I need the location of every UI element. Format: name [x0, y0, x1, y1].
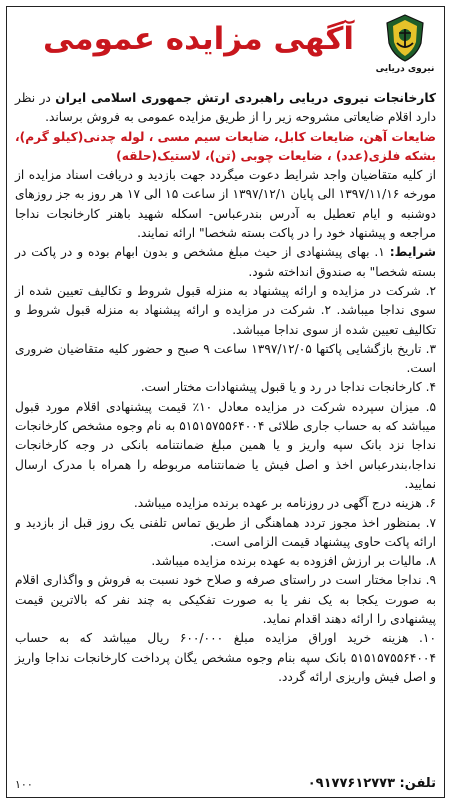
- condition-item: ۷. بمنظور اخذ مجوز تردد هماهنگی از طریق تماس تلفنی یک روز قبل از بازدید و ارائه پاکت حاوی پیشنهاد قیمت الزامی است.: [15, 515, 436, 549]
- page-number: ۱۰۰: [15, 778, 33, 791]
- condition-item: ۹. نداجا مختار است در راستای صرفه و صلاح خود نسبت به فروش و واگذاری اقلام به صورت یکجا به یک نفر یا به صورت تفکیکی به چند نفر که بالاترین قیمت پیشنهادی را ارائه دهند اقدام نماید.: [15, 573, 436, 627]
- notice-body: [7, 89, 444, 687]
- navy-emblem-icon: [383, 13, 427, 63]
- condition-item: ۸. مالیات بر ارزش افزوده به عهده برنده مزایده میباشد.: [151, 554, 436, 569]
- page-title: آگهی مزایده عمومی: [43, 21, 354, 57]
- navy-emblem: [374, 13, 436, 74]
- conditions-label: شرایط:: [389, 245, 437, 260]
- condition-item: ۴. کارخانجات نداجا در رد و یا قبول پیشنهادات مختار است.: [140, 380, 436, 395]
- condition-item: ۳. تاریخ بازگشایی پاکتها ۱۳۹۷/۱۲/۰۵ ساعت ۹ صبح و حضور کلیه متقاضیان ضروری است.: [15, 341, 436, 376]
- condition-item: ۱. بهای پیشنهادی از حیث مبلغ مشخص و بدون ابهام بوده و در پاکت در بسته شخصا" به صندوق انداخته شود.: [15, 245, 436, 279]
- footer: [15, 771, 436, 793]
- condition-item: ۱۰. هزینه خرید اوراق مزایده مبلغ ۶۰۰/۰۰۰ ریال میباشد که به حساب ۵۱۵۱۵۷۵۵۶۴۰۰۴ بانک سپه بنام وجوه مشخص یگان پرداخت کارخانجات نداجا واریز و اصل فیش واریزی ارائه گردد.: [15, 631, 436, 684]
- emblem-caption: نیروی دریایی: [375, 64, 435, 74]
- header: [7, 7, 444, 89]
- items-list: ضایعات آهن، ضایعات کابل، ضایعات سیم مسی ، لوله چدنی(کیلو گرم)، بشکه فلزی(عدد) ، ضایعات چوبی (تن)، لاستیک(حلقه): [15, 129, 436, 163]
- phone-number: تلفن: ۰۹۱۷۷۶۱۲۷۷۳: [307, 776, 436, 791]
- intro-paragraph: [15, 89, 436, 128]
- condition-item: ۲. شرکت در مزایده و ارائه پیشنهاد به منزله قبول شروط و تکالیف تعیین شده از سوی نداجا میباشد. ۲. شرکت در مزایده و ارائه پیشنهاد به منزله قبول شروط و تکالیف تعیین شده از سوی نداجا میباشد.: [15, 283, 436, 337]
- intro-lead: کارخانجات نیروی دریایی راهبردی ارتش جمهوری اسلامی ایران: [55, 91, 436, 105]
- condition-item: ۵. میزان سپرده شرکت در مزایده معادل ۱۰٪ قیمت پیشنهادی اقلام مورد قبول میباشد که به حساب جاری طلائی ۵۱۵۱۵۷۵۵۶۴۰۰۴ به نام وجوه مشخص کارخانجات نداجا نزد بانک سپه واریز و یا همین مبلغ ضمانتنامه بانکی در وجه کارخانجات نداجا،بندرعباس اخذ و اصل فیش یا ضمانتنامه مربوطه را همراه با مدرک ارسال نمایید.: [15, 399, 436, 491]
- advertisement: [6, 6, 445, 798]
- intro-rest: در نظر دارد اقلام ضایعاتی مشروحه زیر را از طریق مزایده عمومی به فروش برساند.: [15, 91, 436, 125]
- invitation-paragraph: از کلیه متقاضیان واجد شرایط دعوت میگردد جهت بازدید و دریافت اسناد مزایده از مورخه ۱۳۹۷/۱۱/۱۶ الی پایان ۱۳۹۷/۱۲/۱ از ساعت ۱۵ الی ۱۷ هر روز به جز روزهای دوشنبه و ایام تعطیل به آدرس بندرعباس- اسکله شهید باهنر کارخانجات نداجا مراجعه و پیشنهاد خود را در پاکت بسته شخصا" ارائه نمایند.: [15, 168, 437, 241]
- conditions-block: [15, 243, 436, 282]
- condition-item: ۶. هزینه درج آگهی در روزنامه بر عهده برنده مزایده میباشد.: [133, 496, 436, 511]
